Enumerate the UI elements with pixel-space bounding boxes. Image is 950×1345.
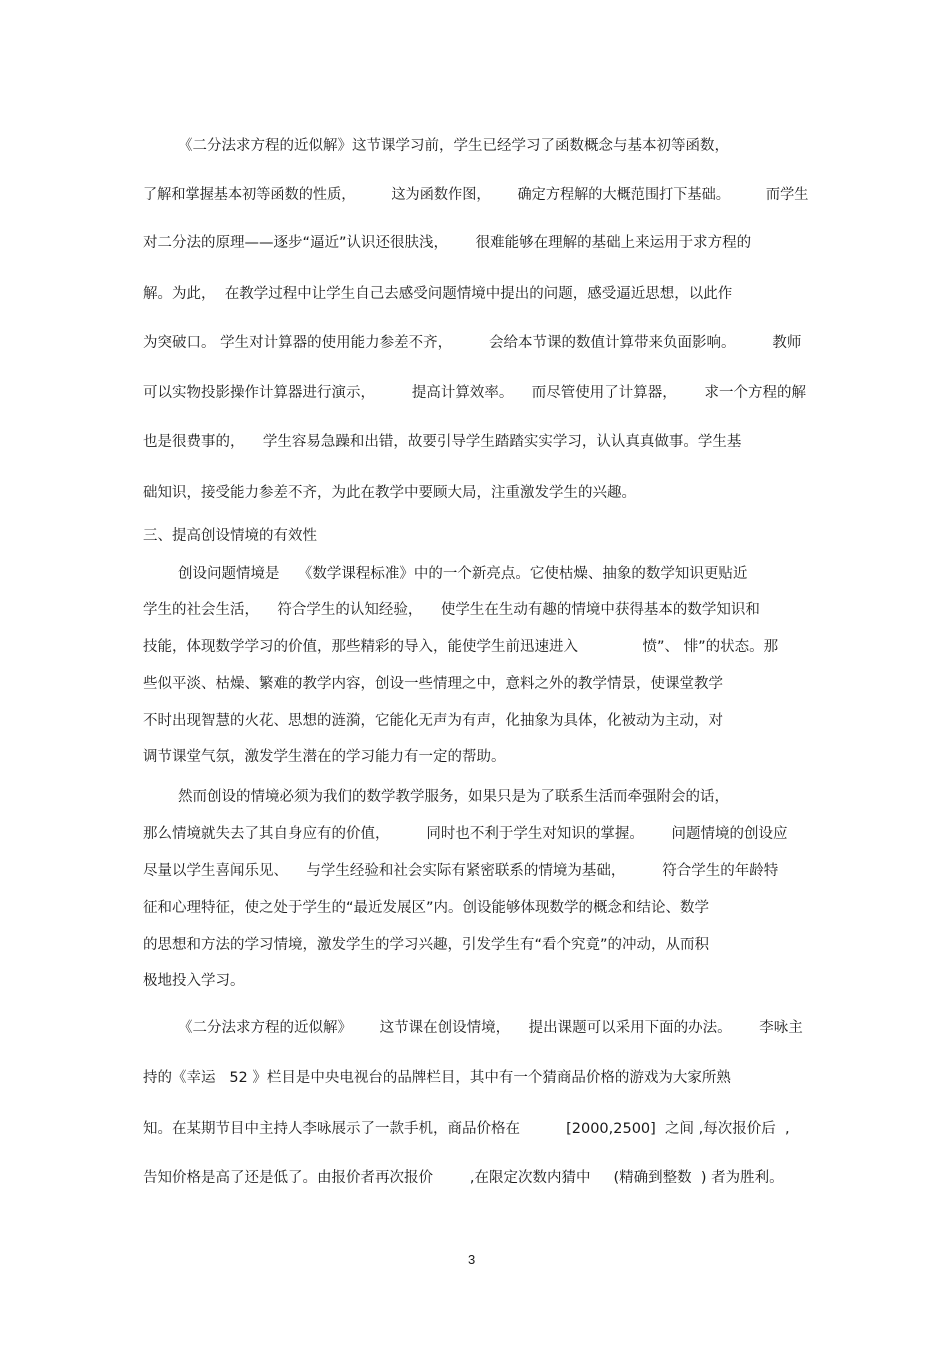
text-line-6: 可以实物投影操作计算器进行演示， 提高计算效率。 而尽管使用了计算器， 求一个方程的解 (143, 385, 806, 401)
text-line-21: 极地投入学习。 (143, 973, 245, 989)
text-line-17: 那么情境就失去了其自身应有的价值， 同时也不利于学生对知识的掌握。 问题情境的创设应 (143, 826, 788, 842)
text-line-23: 持的《幸运 52 》栏目是中央电视台的品牌栏目，其中有一个猜商品价格的游戏为大家所熟 (143, 1070, 731, 1086)
text-line-18: 尽量以学生喜闻乐见、 与学生经验和社会实际有紧密联系的情境为基础， 符合学生的年龄特 (143, 863, 779, 879)
section-heading: 三、提高创设情境的有效性 (143, 528, 317, 544)
text-line-5: 为突破口。 学生对计算器的使用能力参差不齐， 会给本节课的数值计算带来负面影响。 教师 (143, 335, 802, 351)
text-line-4: 解。为此， 在教学过程中让学生自己去感受问题情境中提出的问题，感受逼近思想，以此作 (143, 286, 733, 302)
text-line-2: 了解和掌握基本初等函数的性质， 这为函数作图， 确定方程解的大概范围打下基础。 而学生 (143, 187, 809, 203)
text-line-3: 对二分法的原理——逐步“逼近”认识还很肤浅， 很难能够在理解的基础上来运用于求方程的 (143, 235, 752, 251)
text-line-14: 不时出现智慧的火花、思想的涟漪，它能化无声为有声，化抽象为具体，化被动为主动，对 (143, 713, 723, 729)
text-line-10: 创设问题情境是 《数学课程标准》中的一个新亮点。它使枯燥、抽象的数学知识更贴近 (178, 566, 748, 582)
text-line-20: 的思想和方法的学习情境，激发学生的学习兴趣，引发学生有“看个究竟”的冲动，从而积 (143, 937, 710, 953)
text-line-16: 然而创设的情境必须为我们的数学教学服务，如果只是为了联系生活而牵强附会的话， (178, 789, 729, 805)
text-line-13: 些似平淡、枯燥、繁难的教学内容，创设一些情理之中，意料之外的教学情景，使课堂教学 (143, 676, 723, 692)
text-line-11: 学生的社会生活， 符合学生的认知经验， 使学生在生动有趣的情境中获得基本的数学知识和 (143, 602, 760, 618)
text-line-24: 知。在某期节目中主持人李咏展示了一款手机，商品价格在 [2000,2500] 之间 ,每次报价后 , (143, 1121, 790, 1137)
text-line-1: 《二分法求方程的近似解》这节课学习前，学生已经学习了函数概念与基本初等函数， (178, 138, 729, 154)
text-line-25: 告知价格是高了还是低了。由报价者再次报价 ,在限定次数内猜中 (精确到整数 ) 者为胜利。 (143, 1170, 784, 1186)
text-line-15: 调节课堂气氛，激发学生潜在的学习能力有一定的帮助。 (143, 749, 506, 765)
page-number: 3 (468, 1252, 476, 1267)
text-line-12: 技能，体现数学学习的价值，那些精彩的导入，能使学生前迅速进入 愤”、 悱”的状态。那 (143, 639, 779, 655)
text-line-8: 础知识，接受能力参差不齐，为此在教学中要顾大局，注重激发学生的兴趣。 (143, 485, 636, 501)
text-line-22: 《二分法求方程的近似解》 这节课在创设情境， 提出课题可以采用下面的办法。 李咏主 (178, 1020, 803, 1036)
text-line-7: 也是很费事的， 学生容易急躁和出错，故要引导学生踏踏实实学习，认认真真做事。学生基 (143, 434, 742, 450)
text-line-19: 征和心理特征，使之处于学生的“最近发展区”内。创设能够体现数学的概念和结论、数学 (143, 900, 710, 916)
